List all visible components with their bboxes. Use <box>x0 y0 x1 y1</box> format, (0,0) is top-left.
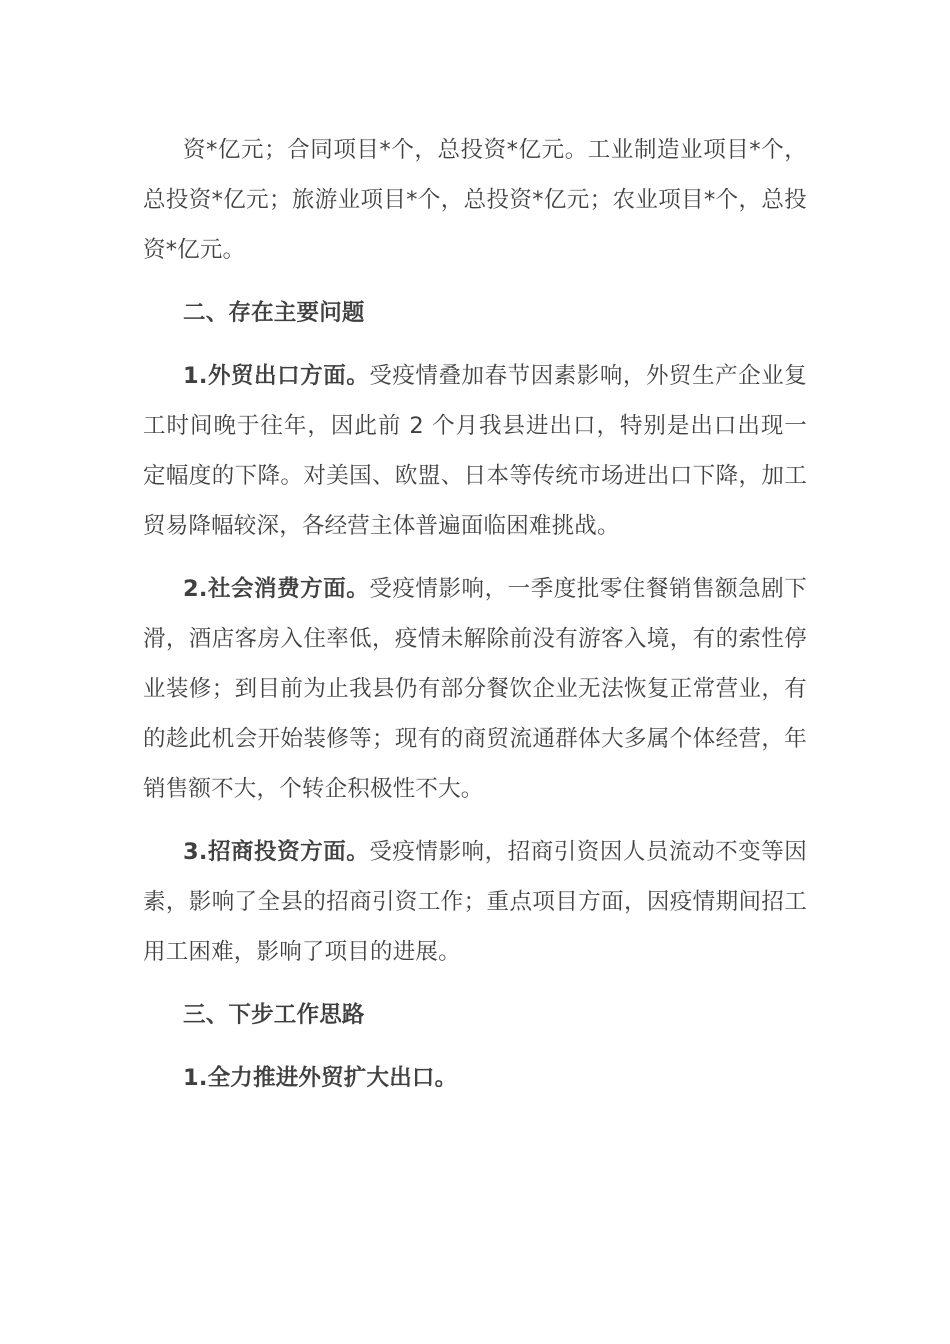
paragraph-body-investment-attraction: 受疫情影响，招商引资因人员流动不变等因素，影响了全县的招商引资工作；重点项目方面，因疫情期间招工用工困难，影响了项目的进展。 <box>143 839 807 965</box>
paragraph-lead-foreign-trade: 1.外贸出口方面。 <box>183 363 370 389</box>
paragraph-investment-attraction <box>143 827 807 977</box>
paragraph-lead-social-consumption: 2.社会消费方面。 <box>183 576 370 602</box>
paragraph-investment-summary: 资*亿元；合同项目*个，总投资*亿元。工业制造业项目*个，总投资*亿元；旅游业项目*个，总投资*亿元；农业项目*个，总投资*亿元。 <box>143 137 807 263</box>
paragraph-body-foreign-trade: 受疫情叠加春节因素影响，外贸生产企业复工时间晚于往年，因此前 2 个月我县进出口，特别是出口出现一定幅度的下降。对美国、欧盟、日本等传统市场进出口下降，加工贸易降幅较深，各经营主体普遍面临困难挑战。 <box>143 363 807 539</box>
paragraph-foreign-trade <box>143 351 807 551</box>
paragraph-body-social-consumption: 受疫情影响，一季度批零住餐销售额急剧下滑，酒店客房入住率低，疫情未解除前没有游客入境，有的索性停业装修；到目前为止我县仍有部分餐饮企业无法恢复正常营业，有的趁此机会开始装修等；现有的商贸流通群体大多属个体经营，年销售额不大，个转企积极性不大。 <box>143 576 807 802</box>
paragraph-lead-investment-attraction: 3.招商投资方面。 <box>183 839 370 865</box>
section-heading-next-steps: 三、下步工作思路 <box>183 1002 365 1028</box>
section-heading-main-problems: 二、存在主要问题 <box>183 300 365 326</box>
subheading-promote-exports: 1.全力推进外贸扩大出口。 <box>183 1065 458 1091</box>
paragraph-social-consumption <box>143 564 807 814</box>
document-page <box>143 125 807 1103</box>
